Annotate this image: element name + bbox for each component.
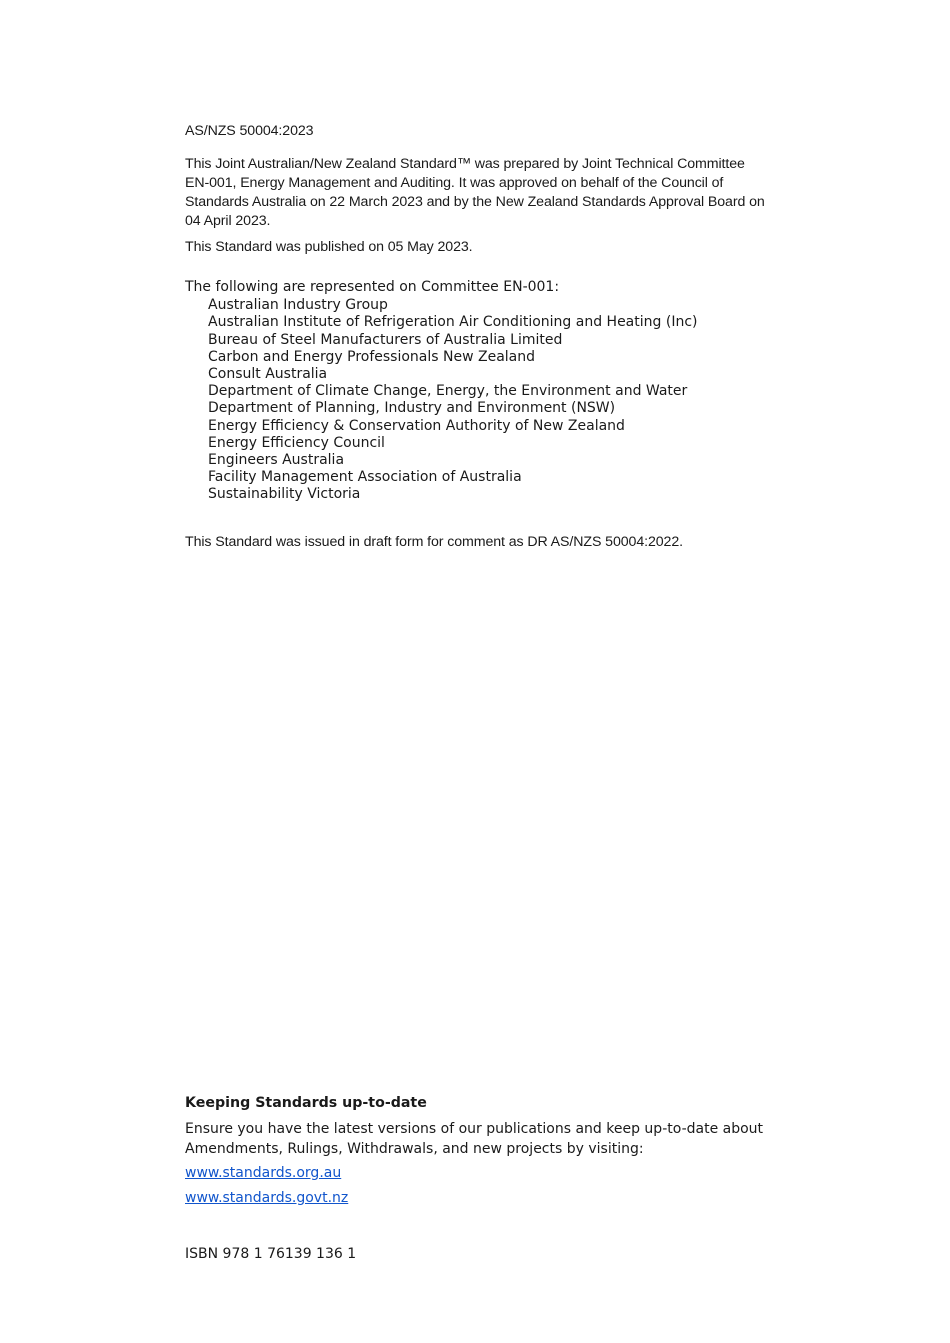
list-item: Sustainability Victoria	[208, 486, 361, 503]
list-item: Australian Institute of Refrigeration Air Conditioning and Heating (Inc)	[208, 314, 698, 331]
draft-note: This Standard was issued in draft form for comment as DR AS/NZS 50004:2022.	[185, 534, 683, 550]
isbn-text: ISBN 978 1 76139 136 1	[185, 1246, 357, 1262]
committee-member-list	[185, 297, 697, 503]
committee-heading: The following are represented on Committee EN-001:	[185, 279, 560, 295]
keeping-up-to-date-text: Ensure you have the latest versions of our publications and keep up-to-date about Amendments, Rulings, Withdrawals, and new projects by visiting:	[185, 1121, 764, 1157]
standards-au-link[interactable]: www.standards.org.au	[185, 1165, 342, 1181]
list-item: Australian Industry Group	[208, 297, 388, 314]
published-date-text: This Standard was published on 05 May 2023.	[185, 239, 473, 255]
standards-nz-link[interactable]: www.standards.govt.nz	[185, 1190, 349, 1206]
committee-section	[185, 279, 697, 504]
list-item: Department of Planning, Industry and Environment (NSW)	[208, 400, 616, 417]
list-item: Facility Management Association of Australia	[208, 469, 522, 486]
keeping-up-to-date-heading: Keeping Standards up-to-date	[185, 1095, 427, 1111]
list-item: Consult Australia	[208, 366, 328, 383]
list-item: Department of Climate Change, Energy, the Environment and Water	[208, 383, 688, 400]
list-item: Energy Efficiency Council	[208, 434, 385, 451]
list-item: Carbon and Energy Professionals New Zealand	[208, 348, 536, 365]
list-item: Bureau of Steel Manufacturers of Australia Limited	[208, 331, 563, 348]
list-item: Engineers Australia	[208, 452, 345, 469]
intro-paragraph: This Joint Australian/New Zealand Standard™ was prepared by Joint Technical Committee EN-001, Energy Management and Auditing. It was approved on behalf of the Council of Standards Australia on 22 March 2023 and by the New Zealand Standards Approval Board on 04 April 2023.	[185, 156, 765, 229]
document-id: AS/NZS 50004:2023	[185, 123, 314, 139]
list-item: Energy Efficiency & Conservation Authority of New Zealand	[208, 417, 625, 434]
